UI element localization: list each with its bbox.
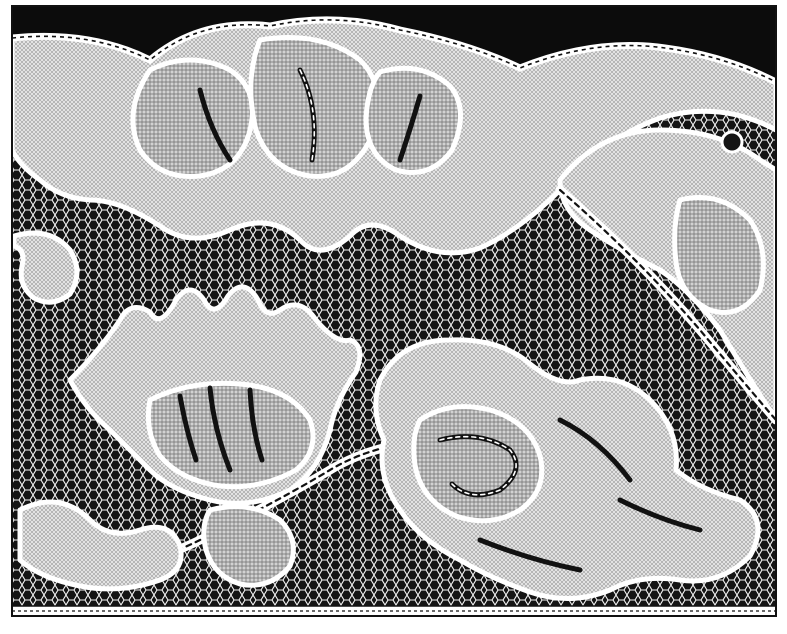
right-eyelet bbox=[722, 132, 742, 152]
top-leaf-left bbox=[133, 60, 253, 176]
lower-small-leaf bbox=[204, 507, 294, 586]
